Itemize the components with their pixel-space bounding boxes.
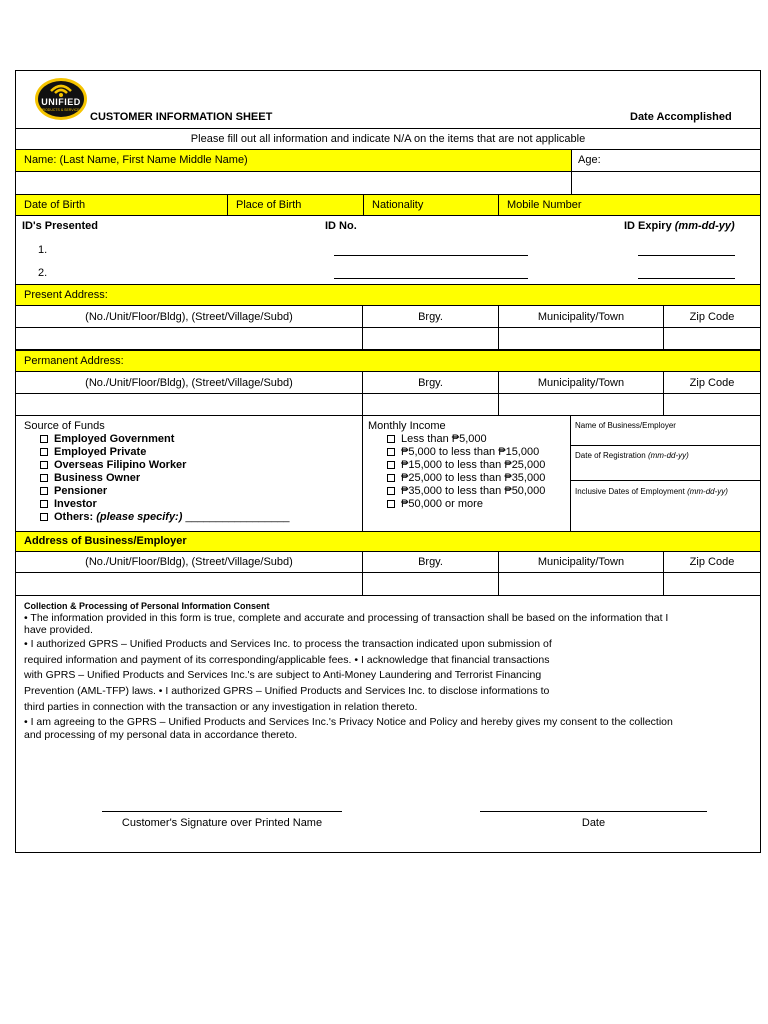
income-option[interactable]: ₱5,000 to less than ₱15,000 — [387, 446, 539, 458]
employer-name-label: Name of Business/Employer — [575, 421, 676, 430]
logo-subtitle: PRODUCTS & SERVICES — [40, 108, 82, 112]
consent-line: Prevention (AML-TFP) laws. • I authorized GPRS – Unified Products and Services Inc. to disclose informations to — [24, 685, 550, 697]
id-row-number: 1. — [38, 244, 48, 256]
permanent-municipality-col: Municipality/Town — [498, 371, 664, 394]
present-zip-col: Zip Code — [663, 305, 761, 328]
id-expiry-line[interactable] — [638, 278, 735, 279]
mobile-number-label: Mobile Number — [498, 194, 761, 216]
monthly-income-title: Monthly Income — [368, 420, 446, 432]
signature-date-line[interactable] — [480, 811, 707, 812]
customer-signature-label: Customer's Signature over Printed Name — [121, 817, 323, 829]
consent-line: third parties in connection with the transaction or any investigation in relation thereto. — [24, 701, 418, 713]
business-street-col: (No./Unit/Floor/Bldg), (Street/Village/Subd) — [15, 551, 363, 573]
present-zip-input[interactable] — [663, 327, 761, 350]
present-municipality-col: Municipality/Town — [498, 305, 664, 328]
income-option[interactable]: ₱15,000 to less than ₱25,000 — [387, 459, 545, 471]
permanent-brgy-col: Brgy. — [362, 371, 499, 394]
income-option[interactable]: ₱35,000 to less than ₱50,000 — [387, 485, 545, 497]
consent-line: required information and payment of its corresponding/applicable fees. • I acknowledge that financial transactions — [24, 654, 550, 666]
checkbox[interactable] — [387, 487, 395, 495]
date-of-birth-label: Date of Birth — [15, 194, 228, 216]
checkbox[interactable] — [40, 435, 48, 443]
funds-option[interactable]: Business Owner — [40, 472, 140, 484]
source-of-funds-title: Source of Funds — [24, 420, 105, 432]
date-accomplished-label: Date Accomplished — [630, 111, 732, 123]
income-option[interactable]: ₱50,000 or more — [387, 498, 483, 510]
checkbox[interactable] — [387, 500, 395, 508]
permanent-brgy-input[interactable] — [362, 393, 499, 416]
checkbox[interactable] — [387, 448, 395, 456]
id-expiry-line[interactable] — [638, 255, 735, 256]
income-option[interactable]: ₱25,000 to less than ₱35,000 — [387, 472, 545, 484]
funds-option[interactable]: Investor — [40, 498, 97, 510]
consent-line: • I am agreeing to the GPRS – Unified Products and Services Inc.'s Privacy Notice and Policy and hereby gives my consent to the collection — [24, 716, 673, 728]
business-municipality-col: Municipality/Town — [498, 551, 664, 573]
income-option[interactable]: Less than ₱5,000 — [387, 433, 487, 445]
funds-option[interactable]: Employed Private — [40, 446, 146, 458]
checkbox[interactable] — [40, 461, 48, 469]
id-number-line[interactable] — [334, 255, 528, 256]
permanent-zip-input[interactable] — [663, 393, 761, 416]
form-title: CUSTOMER INFORMATION SHEET — [90, 111, 273, 123]
consent-line: and processing of my personal data in accordance thereto. — [24, 729, 298, 741]
present-brgy-col: Brgy. — [362, 305, 499, 328]
funds-option[interactable]: Pensioner — [40, 485, 107, 497]
nationality-label: Nationality — [363, 194, 499, 216]
business-municipality-input[interactable] — [498, 572, 664, 596]
consent-line: with GPRS – Unified Products and Services Inc.'s are subject to Anti-Money Laundering and Terrorist Financing — [24, 669, 542, 681]
checkbox[interactable] — [40, 513, 48, 521]
place-of-birth-label: Place of Birth — [227, 194, 364, 216]
checkbox[interactable] — [40, 487, 48, 495]
age-input[interactable] — [571, 171, 761, 195]
consent-line: • The information provided in this form is true, complete and accurate and processing of transaction shall be based on the information that I — [24, 612, 669, 624]
signature-date-label: Date — [581, 817, 606, 829]
business-brgy-input[interactable] — [362, 572, 499, 596]
registration-date-label: Date of Registration (mm-dd-yy) — [575, 451, 689, 460]
permanent-address-label: Permanent Address: — [15, 350, 761, 372]
id-expiry-label: ID Expiry (mm-dd-yy) — [624, 220, 735, 232]
id-number-line[interactable] — [334, 278, 528, 279]
present-street-col: (No./Unit/Floor/Bldg), (Street/Village/Subd) — [15, 305, 363, 328]
checkbox[interactable] — [387, 474, 395, 482]
age-label: Age: — [571, 149, 761, 172]
employment-dates-label: Inclusive Dates of Employment (mm-dd-yy) — [575, 487, 728, 496]
consent-title: Collection & Processing of Personal Information Consent — [24, 601, 270, 611]
name-input[interactable] — [15, 171, 572, 195]
name-label: Name: (Last Name, First Name Middle Name) — [15, 149, 572, 172]
permanent-street-input[interactable] — [15, 393, 363, 416]
instruction-text: Please fill out all information and indicate N/A on the items that are not applicable — [15, 128, 761, 150]
customer-signature-line[interactable] — [102, 811, 342, 812]
checkbox[interactable] — [387, 435, 395, 443]
id-no-label: ID No. — [325, 220, 357, 232]
permanent-zip-col: Zip Code — [663, 371, 761, 394]
present-address-label: Present Address: — [15, 284, 761, 306]
ids-presented-label: ID's Presented — [22, 220, 98, 232]
business-zip-col: Zip Code — [663, 551, 761, 573]
checkbox[interactable] — [40, 500, 48, 508]
checkbox[interactable] — [40, 474, 48, 482]
unified-logo — [34, 77, 88, 121]
customer-information-sheet — [15, 70, 761, 853]
permanent-street-col: (No./Unit/Floor/Bldg), (Street/Village/Subd) — [15, 371, 363, 394]
funds-option[interactable]: Overseas Filipino Worker — [40, 459, 186, 471]
business-address-label: Address of Business/Employer — [15, 531, 761, 552]
present-brgy-input[interactable] — [362, 327, 499, 350]
funds-option[interactable]: Employed Government — [40, 433, 174, 445]
consent-line: • I authorized GPRS – Unified Products and Services Inc. to process the transaction indicated upon submission of — [24, 638, 552, 650]
business-zip-input[interactable] — [663, 572, 761, 596]
logo-wordmark: UNIFIED — [41, 97, 81, 107]
present-municipality-input[interactable] — [498, 327, 664, 350]
business-brgy-col: Brgy. — [362, 551, 499, 573]
present-street-input[interactable] — [15, 327, 363, 350]
consent-line: have provided. — [24, 624, 93, 636]
funds-option-others[interactable]: Others: (please specify:) _________________ — [40, 511, 289, 523]
checkbox[interactable] — [387, 461, 395, 469]
permanent-municipality-input[interactable] — [498, 393, 664, 416]
checkbox[interactable] — [40, 448, 48, 456]
business-street-input[interactable] — [15, 572, 363, 596]
employer-name-box[interactable] — [570, 415, 761, 446]
id-row-number: 2. — [38, 267, 48, 279]
